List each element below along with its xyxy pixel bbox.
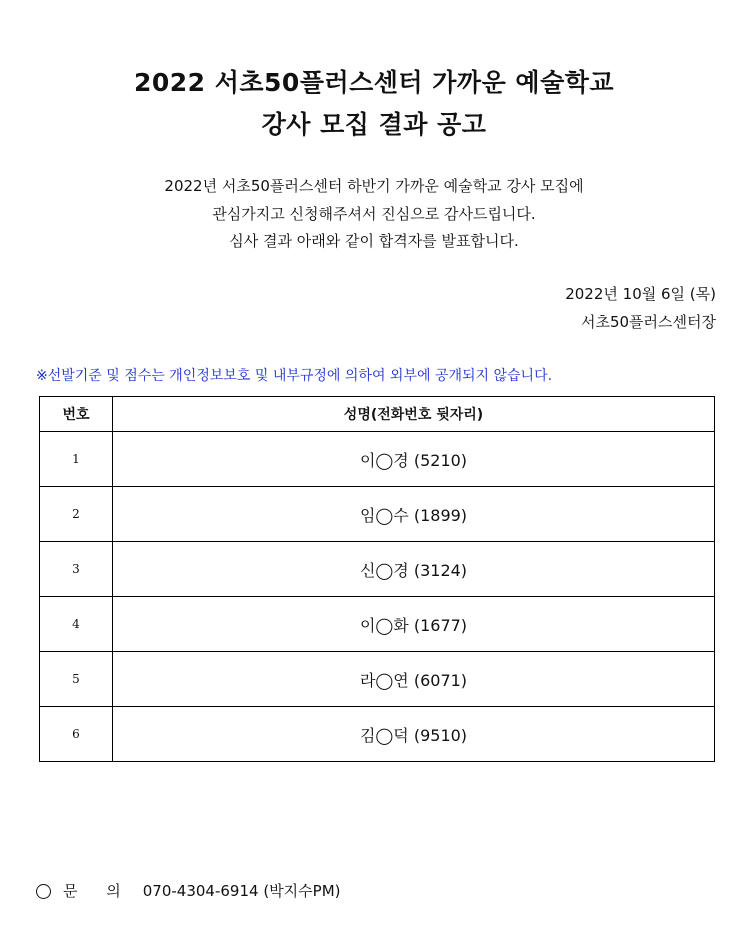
row-number: 3 xyxy=(40,542,113,597)
header-name: 성명(전화번호 뒷자리) xyxy=(113,397,715,432)
intro-line-3: 심사 결과 아래와 같이 합격자를 발표합니다. xyxy=(229,232,519,250)
result-table xyxy=(39,396,715,762)
table-header-row xyxy=(40,397,715,432)
row-name: 임◯수 (1899) xyxy=(113,487,715,542)
announcement-date: 2022년 10월 6일 (목) xyxy=(565,285,716,303)
row-number: 5 xyxy=(40,652,113,707)
row-number: 1 xyxy=(40,432,113,487)
intro-line-2: 관심가지고 신청해주셔서 진심으로 감사드립니다. xyxy=(212,205,536,223)
row-name: 김◯덕 (9510) xyxy=(113,707,715,762)
table-row xyxy=(40,487,715,542)
row-name: 신◯경 (3124) xyxy=(113,542,715,597)
contact-phone: 070-4304-6914 (박지수PM) xyxy=(142,882,341,900)
contact-line xyxy=(36,880,340,902)
selection-notice: ※선발기준 및 점수는 개인정보보호 및 내부규정에 의하여 외부에 공개되지 않습니다. xyxy=(36,368,553,384)
intro-line-1: 2022년 서초50플러스센터 하반기 가까운 예술학교 강사 모집에 xyxy=(164,177,584,195)
issuing-organization: 서초50플러스센터장 xyxy=(580,313,716,331)
table-row xyxy=(40,652,715,707)
row-name: 라◯연 (6071) xyxy=(113,652,715,707)
circle-bullet-icon xyxy=(36,884,51,899)
table-row xyxy=(40,432,715,487)
table-row xyxy=(40,597,715,652)
row-number: 2 xyxy=(40,487,113,542)
table-row xyxy=(40,707,715,762)
row-name: 이◯화 (1677) xyxy=(113,597,715,652)
row-name: 이◯경 (5210) xyxy=(113,432,715,487)
header-number: 번호 xyxy=(40,397,113,432)
title-line-1: 2022 서초50플러스센터 가까운 예술학교 xyxy=(133,68,615,97)
row-number: 4 xyxy=(40,597,113,652)
contact-label: 문 의 xyxy=(63,882,133,900)
title-line-2: 강사 모집 결과 공고 xyxy=(261,110,487,139)
table-row xyxy=(40,542,715,597)
row-number: 6 xyxy=(40,707,113,762)
